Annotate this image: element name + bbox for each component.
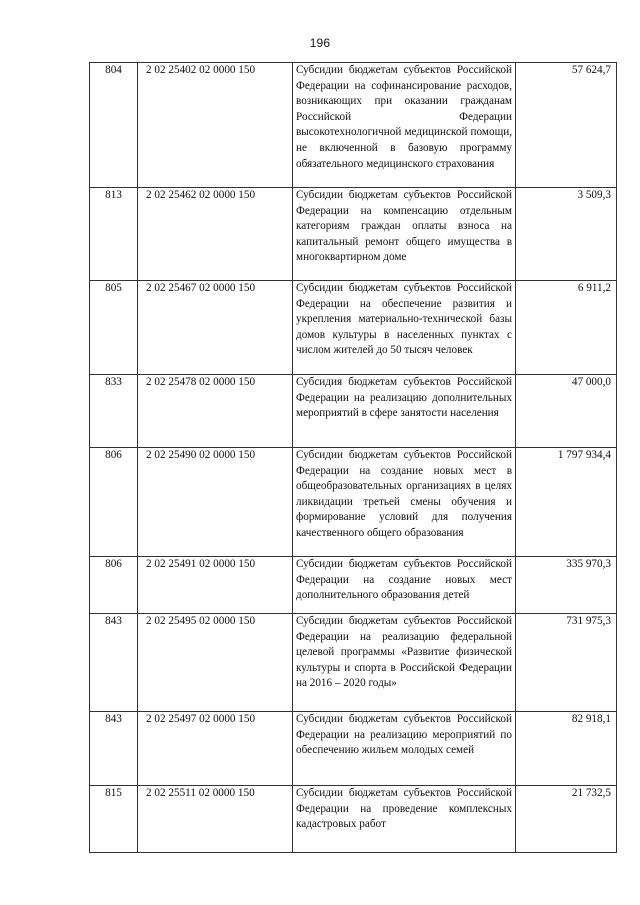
admin-code-cell: 843 (90, 712, 138, 786)
table-row (90, 188, 617, 281)
income-name-cell: Субсидии бюджетам субъектов Российской Федерации на обеспечение развития и укрепления материально-технической базы домов культуры в населенных пунктах с числом жителей до 50 тысяч человек (293, 281, 516, 375)
admin-code-cell: 843 (90, 614, 138, 712)
amount-cell: 82 918,1 (516, 712, 617, 786)
table-row (90, 281, 617, 375)
admin-code-cell: 813 (90, 188, 138, 281)
budget-classification-code-cell: 2 02 25402 02 0000 150 (138, 63, 293, 188)
income-name-cell: Субсидии бюджетам субъектов Российской Федерации на создание новых мест в общеобразовательных организациях в целях ликвидации третьей смены обучения и формирование условий для получения качественного общего образования (293, 448, 516, 557)
admin-code-cell: 806 (90, 557, 138, 614)
admin-code-cell: 806 (90, 448, 138, 557)
income-name-cell: Субсидии бюджетам субъектов Российской Федерации на реализацию мероприятий по обеспечению жильем молодых семей (293, 712, 516, 786)
budget-classification-code-cell: 2 02 25511 02 0000 150 (138, 786, 293, 853)
amount-cell: 335 970,3 (516, 557, 617, 614)
table-row (90, 614, 617, 712)
page-number: 196 (309, 36, 331, 50)
amount-cell: 21 732,5 (516, 786, 617, 853)
admin-code-cell: 815 (90, 786, 138, 853)
table-row (90, 448, 617, 557)
amount-cell: 3 509,3 (516, 188, 617, 281)
budget-classification-code-cell: 2 02 25491 02 0000 150 (138, 557, 293, 614)
budget-classification-code-cell: 2 02 25495 02 0000 150 (138, 614, 293, 712)
table-row (90, 557, 617, 614)
admin-code-cell: 833 (90, 375, 138, 448)
income-name-cell: Субсидии бюджетам субъектов Российской Федерации на софинансирование расходов, возникающих при оказании гражданам Российской Федерации высокотехнологичной медицинской помощи, не включенной в базовую программу обязательного медицинского страхования (293, 63, 516, 188)
income-name-cell: Субсидии бюджетам субъектов Российской Федерации на компенсацию отдельным категориям граждан оплаты взноса на капитальный ремонт общего имущества в многоквартирном доме (293, 188, 516, 281)
table-row (90, 712, 617, 786)
amount-cell: 731 975,3 (516, 614, 617, 712)
table-row (90, 63, 617, 188)
income-name-cell: Субсидии бюджетам субъектов Российской Федерации на проведение комплексных кадастровых работ (293, 786, 516, 853)
income-name-cell: Субсидия бюджетам субъектов Российской Федерации на реализацию дополнительных мероприятий в сфере занятости населения (293, 375, 516, 448)
budget-classification-code-cell: 2 02 25467 02 0000 150 (138, 281, 293, 375)
budget-classification-code-cell: 2 02 25478 02 0000 150 (138, 375, 293, 448)
table-row (90, 786, 617, 853)
income-name-cell: Субсидии бюджетам субъектов Российской Федерации на создание новых мест дополнительного образования детей (293, 557, 516, 614)
table-row (90, 375, 617, 448)
amount-cell: 57 624,7 (516, 63, 617, 188)
admin-code-cell: 804 (90, 63, 138, 188)
income-name-cell: Субсидии бюджетам субъектов Российской Федерации на реализацию федеральной целевой программы «Развитие физической культуры и спорта в Российской Федерации на 2016 – 2020 годы» (293, 614, 516, 712)
admin-code-cell: 805 (90, 281, 138, 375)
amount-cell: 1 797 934,4 (516, 448, 617, 557)
budget-table (89, 62, 617, 853)
amount-cell: 6 911,2 (516, 281, 617, 375)
budget-classification-code-cell: 2 02 25490 02 0000 150 (138, 448, 293, 557)
budget-classification-code-cell: 2 02 25462 02 0000 150 (138, 188, 293, 281)
amount-cell: 47 000,0 (516, 375, 617, 448)
budget-classification-code-cell: 2 02 25497 02 0000 150 (138, 712, 293, 786)
